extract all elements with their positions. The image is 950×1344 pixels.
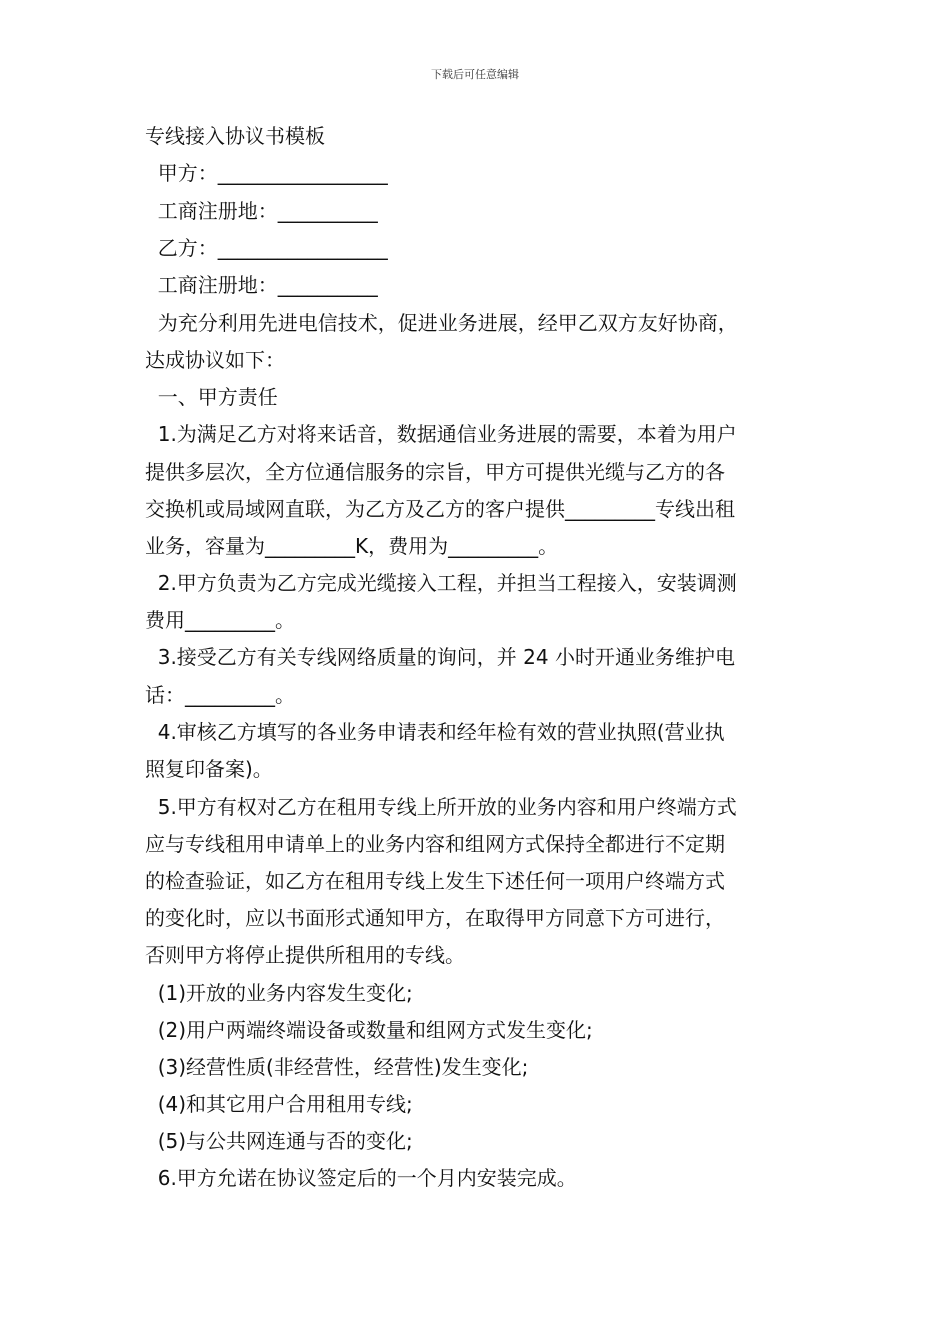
clause-5-line-3: 的检查验证，如乙方在租用专线上发生下述任何一项用户终端方式 <box>145 869 725 893</box>
document-title: 专线接入协议书模板 <box>145 124 325 148</box>
clause-4-line-2: 照复印备案)。 <box>145 757 273 781</box>
clause-3-line-1: 3.接受乙方有关专线网络质量的询问，并 24 小时开通业务维护电 <box>145 645 735 669</box>
sub-item-1: (1)开放的业务内容发生变化; <box>145 981 413 1005</box>
clause-5-line-5: 否则甲方将停止提供所租用的专线。 <box>145 943 465 967</box>
section-heading: 一、甲方责任 <box>145 385 278 409</box>
clause-5-line-1: 5.甲方有权对乙方在租用专线上所开放的业务内容和用户终端方式 <box>145 795 737 819</box>
sub-item-4: (4)和其它用户合用租用专线; <box>145 1092 413 1116</box>
clause-1-line-1: 1.为满足乙方对将来话音，数据通信业务进展的需要，本着为用户 <box>145 422 737 446</box>
clause-2-line-2: 费用_________。 <box>145 608 295 632</box>
clause-6-line-1: 6.甲方允诺在协议签定后的一个月内安装完成。 <box>145 1166 577 1190</box>
sub-item-5: (5)与公共网连通与否的变化; <box>145 1129 413 1153</box>
header-note: 下载后可任意编辑 <box>431 68 519 81</box>
party-a-line: 甲方：_________________ <box>145 161 388 185</box>
preamble-line-1: 为充分利用先进电信技术，促进业务进展，经甲乙双方友好协商， <box>145 311 738 335</box>
sub-item-2: (2)用户两端终端设备或数量和组网方式发生变化; <box>145 1018 593 1042</box>
clause-1-line-2: 提供多层次，全方位通信服务的宗旨，甲方可提供光缆与乙方的各 <box>145 460 725 484</box>
clause-1-line-4: 业务，容量为_________K，费用为_________。 <box>145 534 559 558</box>
preamble-line-2: 达成协议如下： <box>145 348 285 372</box>
clause-5-line-4: 的变化时，应以书面形式通知甲方，在取得甲方同意下方可进行， <box>145 906 725 930</box>
party-b-registration-line: 工商注册地：__________ <box>145 273 378 297</box>
clause-3-line-2: 话：_________。 <box>145 683 295 707</box>
clause-5-line-2: 应与专线租用申请单上的业务内容和组网方式保持全都进行不定期 <box>145 832 725 856</box>
clause-4-line-1: 4.审核乙方填写的各业务申请表和经年检有效的营业执照(营业执 <box>145 720 725 744</box>
clause-2-line-1: 2.甲方负责为乙方完成光缆接入工程，并担当工程接入，安装调测 <box>145 571 737 595</box>
sub-item-3: (3)经营性质(非经营性，经营性)发生变化; <box>145 1055 529 1079</box>
party-b-line: 乙方：_________________ <box>145 236 388 260</box>
party-a-registration-line: 工商注册地：__________ <box>145 199 378 223</box>
clause-1-line-3: 交换机或局域网直联，为乙方及乙方的客户提供_________专线出租 <box>145 497 735 521</box>
